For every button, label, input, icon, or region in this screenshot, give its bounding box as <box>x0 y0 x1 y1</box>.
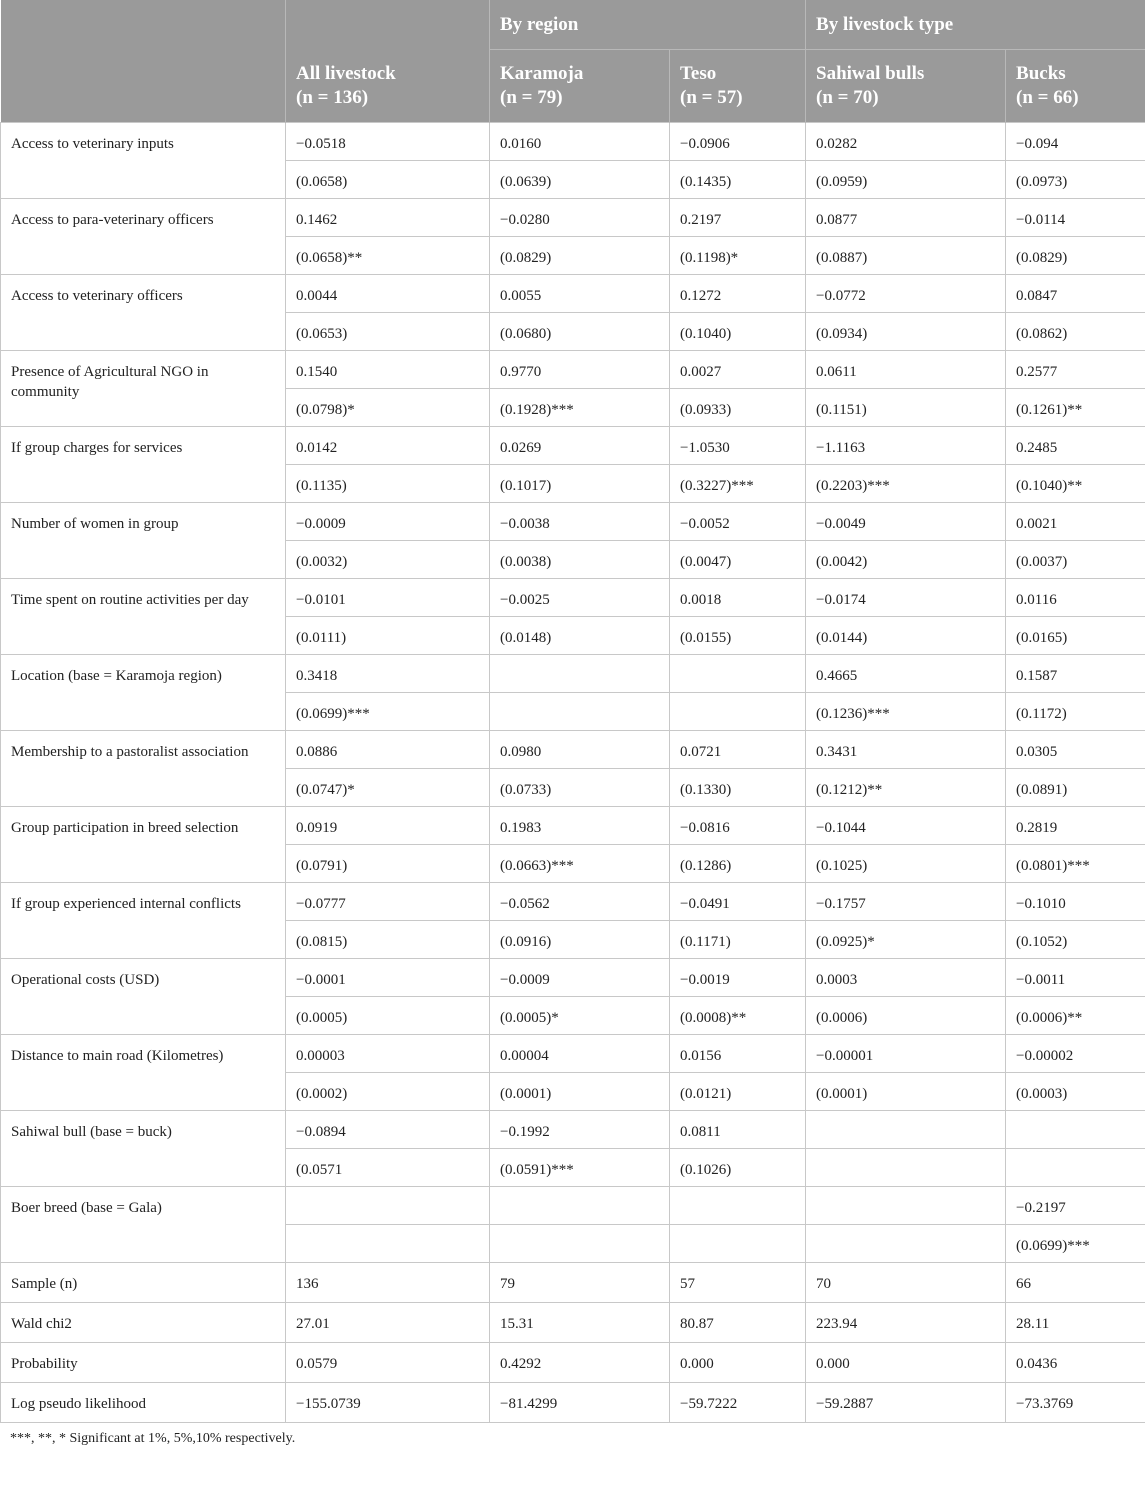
row-label: If group charges for services <box>1 427 286 503</box>
coef-cell: −0.0906 <box>670 123 806 161</box>
coef-cell: 0.2819 <box>1006 807 1145 845</box>
stat-cell: 0.0579 <box>286 1343 490 1383</box>
se-cell: (0.1236)*** <box>806 693 1006 731</box>
coef-cell: 0.1540 <box>286 351 490 389</box>
coef-cell: 0.0021 <box>1006 503 1145 541</box>
se-cell: (0.0111) <box>286 617 490 655</box>
coef-cell: −1.0530 <box>670 427 806 465</box>
se-cell: (0.3227)*** <box>670 465 806 503</box>
header-group-type: By livestock type <box>806 0 1145 50</box>
table-row <box>1 579 1145 617</box>
table-body <box>1 123 1145 1423</box>
coef-cell: 0.0018 <box>670 579 806 617</box>
se-cell: (0.0798)* <box>286 389 490 427</box>
table-row <box>1 275 1145 313</box>
se-cell: (0.0916) <box>490 921 670 959</box>
se-cell: (0.0005)* <box>490 997 670 1035</box>
coef-cell: 0.0003 <box>806 959 1006 997</box>
row-label: Operational costs (USD) <box>1 959 286 1035</box>
stat-cell: 0.4292 <box>490 1343 670 1383</box>
coef-cell: −0.00001 <box>806 1035 1006 1073</box>
se-cell: (0.0829) <box>490 237 670 275</box>
stat-cell: −59.2887 <box>806 1383 1006 1423</box>
stat-label: Probability <box>1 1343 286 1383</box>
header-col-sahiwal: Sahiwal bulls (n = 70) <box>806 50 1006 123</box>
coef-cell: −0.0562 <box>490 883 670 921</box>
coef-cell <box>490 1187 670 1225</box>
stat-cell: 79 <box>490 1263 670 1303</box>
se-cell: (0.2203)*** <box>806 465 1006 503</box>
se-cell: (0.0003) <box>1006 1073 1145 1111</box>
coef-cell: −0.1992 <box>490 1111 670 1149</box>
row-label: Number of women in group <box>1 503 286 579</box>
coef-cell: −1.1163 <box>806 427 1006 465</box>
stat-label: Wald chi2 <box>1 1303 286 1343</box>
row-label: Time spent on routine activities per day <box>1 579 286 655</box>
se-cell: (0.0032) <box>286 541 490 579</box>
coef-cell: −0.1757 <box>806 883 1006 921</box>
header-blank <box>1 50 286 123</box>
coef-cell: 0.0980 <box>490 731 670 769</box>
table-row <box>1 1035 1145 1073</box>
coef-cell <box>670 655 806 693</box>
coef-cell: 0.0055 <box>490 275 670 313</box>
coef-cell: −0.0101 <box>286 579 490 617</box>
coef-cell: −0.0009 <box>286 503 490 541</box>
coef-cell: 0.0611 <box>806 351 1006 389</box>
table-header <box>1 0 1145 123</box>
row-label: Access to veterinary officers <box>1 275 286 351</box>
se-cell: (0.0747)* <box>286 769 490 807</box>
table-row <box>1 807 1145 845</box>
stat-cell: −81.4299 <box>490 1383 670 1423</box>
coef-cell <box>1006 1111 1145 1149</box>
se-cell: (0.0047) <box>670 541 806 579</box>
coef-cell <box>806 1187 1006 1225</box>
coef-cell <box>670 1187 806 1225</box>
se-cell: (0.0815) <box>286 921 490 959</box>
coef-cell: 0.00003 <box>286 1035 490 1073</box>
coef-cell: −0.0777 <box>286 883 490 921</box>
coef-cell: −0.0174 <box>806 579 1006 617</box>
coef-cell: 0.0282 <box>806 123 1006 161</box>
coef-cell <box>806 1111 1006 1149</box>
coef-cell: −0.1010 <box>1006 883 1145 921</box>
coef-cell: 0.2485 <box>1006 427 1145 465</box>
se-cell: (0.0699)*** <box>1006 1225 1145 1263</box>
header-group-region: By region <box>490 0 806 50</box>
stat-cell: 27.01 <box>286 1303 490 1343</box>
se-cell <box>490 1225 670 1263</box>
coef-cell: 0.1272 <box>670 275 806 313</box>
se-cell: (0.0829) <box>1006 237 1145 275</box>
coef-cell: 0.0305 <box>1006 731 1145 769</box>
se-cell: (0.1261)** <box>1006 389 1145 427</box>
coef-cell: −0.0280 <box>490 199 670 237</box>
coef-cell: 0.0721 <box>670 731 806 769</box>
coef-cell: −0.0491 <box>670 883 806 921</box>
coef-cell: −0.0049 <box>806 503 1006 541</box>
se-cell: (0.1151) <box>806 389 1006 427</box>
se-cell: (0.0571 <box>286 1149 490 1187</box>
se-cell: (0.0933) <box>670 389 806 427</box>
stat-cell: 0.000 <box>806 1343 1006 1383</box>
row-label: Group participation in breed selection <box>1 807 286 883</box>
se-cell: (0.0925)* <box>806 921 1006 959</box>
se-cell <box>670 693 806 731</box>
table-row <box>1 351 1145 389</box>
coef-cell: −0.0816 <box>670 807 806 845</box>
stat-cell: 0.000 <box>670 1343 806 1383</box>
coef-cell: 0.0269 <box>490 427 670 465</box>
se-cell <box>670 1225 806 1263</box>
coef-cell: 0.0811 <box>670 1111 806 1149</box>
coef-cell: 0.00004 <box>490 1035 670 1073</box>
coef-cell: 0.3431 <box>806 731 1006 769</box>
se-cell: (0.1198)* <box>670 237 806 275</box>
header-col-karamoja: Karamoja (n = 79) <box>490 50 670 123</box>
coef-cell: 0.0044 <box>286 275 490 313</box>
se-cell: (0.0658) <box>286 161 490 199</box>
se-cell: (0.1172) <box>1006 693 1145 731</box>
se-cell: (0.0801)*** <box>1006 845 1145 883</box>
se-cell: (0.1040)** <box>1006 465 1145 503</box>
stat-label: Sample (n) <box>1 1263 286 1303</box>
coef-cell: −0.0011 <box>1006 959 1145 997</box>
table-row <box>1 427 1145 465</box>
stats-row <box>1 1383 1145 1423</box>
se-cell: (0.0006)** <box>1006 997 1145 1035</box>
se-cell: (0.1052) <box>1006 921 1145 959</box>
row-label: Membership to a pastoralist association <box>1 731 286 807</box>
stat-cell: −59.7222 <box>670 1383 806 1423</box>
table-row <box>1 123 1145 161</box>
se-cell: (0.0862) <box>1006 313 1145 351</box>
coef-cell: −0.0772 <box>806 275 1006 313</box>
se-cell <box>806 1149 1006 1187</box>
se-cell: (0.1171) <box>670 921 806 959</box>
se-cell: (0.0005) <box>286 997 490 1035</box>
se-cell: (0.1135) <box>286 465 490 503</box>
table-row <box>1 959 1145 997</box>
table-row <box>1 503 1145 541</box>
coef-cell <box>490 655 670 693</box>
stat-cell: 70 <box>806 1263 1006 1303</box>
se-cell: (0.0144) <box>806 617 1006 655</box>
se-cell: (0.0165) <box>1006 617 1145 655</box>
se-cell: (0.1435) <box>670 161 806 199</box>
row-label: Location (base = Karamoja region) <box>1 655 286 731</box>
se-cell: (0.0733) <box>490 769 670 807</box>
se-cell: (0.0934) <box>806 313 1006 351</box>
coef-cell: −0.2197 <box>1006 1187 1145 1225</box>
header-col-all: All livestock (n = 136) <box>286 50 490 123</box>
coef-cell: 0.1587 <box>1006 655 1145 693</box>
se-cell: (0.0121) <box>670 1073 806 1111</box>
se-cell: (0.0639) <box>490 161 670 199</box>
header-col-bucks: Bucks (n = 66) <box>1006 50 1145 123</box>
row-label: Distance to main road (Kilometres) <box>1 1035 286 1111</box>
coef-cell: 0.0027 <box>670 351 806 389</box>
coef-cell: 0.1983 <box>490 807 670 845</box>
se-cell: (0.0001) <box>490 1073 670 1111</box>
row-label: Access to para-veterinary officers <box>1 199 286 275</box>
coef-cell: 0.4665 <box>806 655 1006 693</box>
se-cell: (0.0959) <box>806 161 1006 199</box>
coef-cell: 0.1462 <box>286 199 490 237</box>
header-col-teso: Teso (n = 57) <box>670 50 806 123</box>
table-row <box>1 883 1145 921</box>
se-cell: (0.1928)*** <box>490 389 670 427</box>
stat-cell: 80.87 <box>670 1303 806 1343</box>
se-cell: (0.1026) <box>670 1149 806 1187</box>
coef-cell: 0.0116 <box>1006 579 1145 617</box>
coef-cell: 0.3418 <box>286 655 490 693</box>
coef-cell: 0.0142 <box>286 427 490 465</box>
table-row <box>1 1187 1145 1225</box>
se-cell: (0.1212)** <box>806 769 1006 807</box>
stat-cell: 0.0436 <box>1006 1343 1145 1383</box>
stat-cell: 136 <box>286 1263 490 1303</box>
coef-cell: −0.0025 <box>490 579 670 617</box>
se-cell <box>286 1225 490 1263</box>
se-cell: (0.0680) <box>490 313 670 351</box>
coef-cell: −0.094 <box>1006 123 1145 161</box>
stat-cell: 66 <box>1006 1263 1145 1303</box>
se-cell: (0.0042) <box>806 541 1006 579</box>
coef-cell: −0.00002 <box>1006 1035 1145 1073</box>
coef-cell: 0.0919 <box>286 807 490 845</box>
coef-cell: −0.0001 <box>286 959 490 997</box>
coef-cell: 0.0847 <box>1006 275 1145 313</box>
se-cell: (0.0663)*** <box>490 845 670 883</box>
coef-cell: 0.0886 <box>286 731 490 769</box>
row-label: Presence of Agricultural NGO in community <box>1 351 286 427</box>
coef-cell: 0.0877 <box>806 199 1006 237</box>
se-cell: (0.0002) <box>286 1073 490 1111</box>
coef-cell: 0.2197 <box>670 199 806 237</box>
coef-cell: −0.0009 <box>490 959 670 997</box>
se-cell: (0.0699)*** <box>286 693 490 731</box>
stat-cell: −155.0739 <box>286 1383 490 1423</box>
se-cell: (0.0037) <box>1006 541 1145 579</box>
stats-row <box>1 1263 1145 1303</box>
coef-cell: −0.0052 <box>670 503 806 541</box>
footnote: ***, **, * Significant at 1%, 5%,10% respectively. <box>10 1431 296 1446</box>
se-cell: (0.0591)*** <box>490 1149 670 1187</box>
stat-cell: 15.31 <box>490 1303 670 1343</box>
table-row <box>1 655 1145 693</box>
se-cell: (0.0006) <box>806 997 1006 1035</box>
coef-cell: 0.9770 <box>490 351 670 389</box>
se-cell: (0.0891) <box>1006 769 1145 807</box>
coef-cell: −0.1044 <box>806 807 1006 845</box>
stat-cell: −73.3769 <box>1006 1383 1145 1423</box>
stats-row <box>1 1343 1145 1383</box>
se-cell: (0.0791) <box>286 845 490 883</box>
coef-cell <box>286 1187 490 1225</box>
se-cell: (0.1040) <box>670 313 806 351</box>
se-cell: (0.0887) <box>806 237 1006 275</box>
coef-cell: −0.0894 <box>286 1111 490 1149</box>
table-row <box>1 199 1145 237</box>
se-cell: (0.0008)** <box>670 997 806 1035</box>
row-label: If group experienced internal conflicts <box>1 883 286 959</box>
se-cell: (0.0653) <box>286 313 490 351</box>
se-cell: (0.1025) <box>806 845 1006 883</box>
se-cell <box>806 1225 1006 1263</box>
row-label: Sahiwal bull (base = buck) <box>1 1111 286 1187</box>
stat-cell: 57 <box>670 1263 806 1303</box>
coef-cell: −0.0038 <box>490 503 670 541</box>
se-cell: (0.1286) <box>670 845 806 883</box>
se-cell: (0.1330) <box>670 769 806 807</box>
se-cell: (0.1017) <box>490 465 670 503</box>
stat-label: Log pseudo likelihood <box>1 1383 286 1423</box>
coef-cell: 0.0156 <box>670 1035 806 1073</box>
coef-cell: −0.0518 <box>286 123 490 161</box>
coef-cell: 0.0160 <box>490 123 670 161</box>
row-label: Boer breed (base = Gala) <box>1 1187 286 1263</box>
header-blank <box>1 0 286 50</box>
se-cell: (0.0148) <box>490 617 670 655</box>
se-cell <box>1006 1149 1145 1187</box>
se-cell: (0.0155) <box>670 617 806 655</box>
table-row <box>1 1111 1145 1149</box>
stat-cell: 223.94 <box>806 1303 1006 1343</box>
se-cell: (0.0973) <box>1006 161 1145 199</box>
coef-cell: 0.2577 <box>1006 351 1145 389</box>
coef-cell: −0.0019 <box>670 959 806 997</box>
se-cell: (0.0038) <box>490 541 670 579</box>
se-cell <box>490 693 670 731</box>
table-row <box>1 731 1145 769</box>
stat-cell: 28.11 <box>1006 1303 1145 1343</box>
row-label: Access to veterinary inputs <box>1 123 286 199</box>
stats-row <box>1 1303 1145 1343</box>
se-cell: (0.0658)** <box>286 237 490 275</box>
coef-cell: −0.0114 <box>1006 199 1145 237</box>
header-blank <box>286 0 490 50</box>
se-cell: (0.0001) <box>806 1073 1006 1111</box>
